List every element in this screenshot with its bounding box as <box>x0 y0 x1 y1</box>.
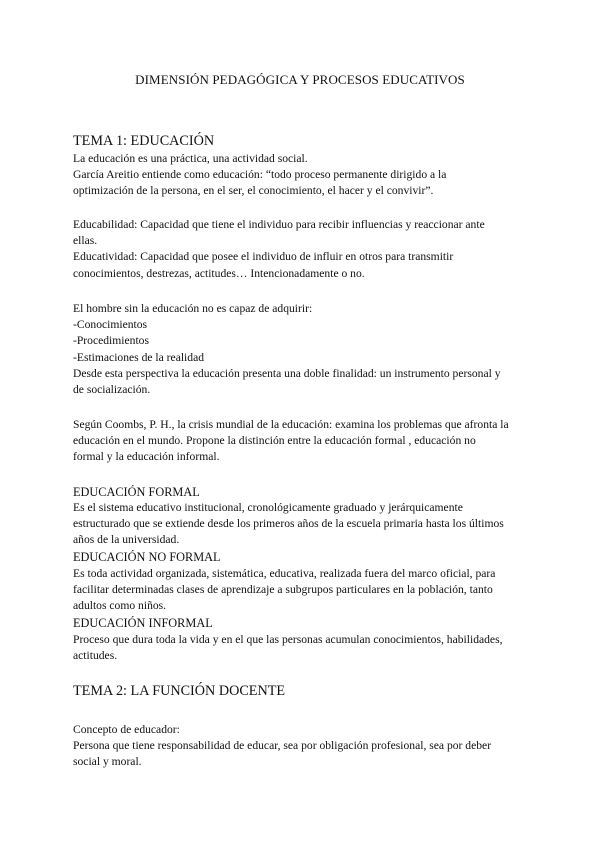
text-line: conocimientos, destrezas, actitudes… Intencionadamente o no. <box>73 266 365 280</box>
text-line: actitudes. <box>73 649 118 663</box>
text-line: estructurado que se extiende desde los primeros años de la escuela primaria hasta los últimos <box>73 517 504 531</box>
educacion-informal-paragraph <box>73 632 533 664</box>
text-line: formal y la educación informal. <box>73 450 220 464</box>
text-line: El hombre sin la educación no es capaz de adquirir: <box>73 302 313 315</box>
list-item: -Estimaciones de la realidad <box>73 350 205 364</box>
educacion-formal-paragraph <box>73 500 533 549</box>
text-line: educación en el mundo. Propone la distinción entre la educación formal , educación no <box>73 434 476 448</box>
text-line: de socialización. <box>73 383 151 397</box>
text-line: facilitar determinadas clases de aprendizaje a subgrupos particulares en la población, tanto <box>73 583 493 597</box>
text-line: Persona que tiene responsabilidad de educar, sea por obligación profesional, sea por deber <box>73 739 492 753</box>
document-title: DIMENSIÓN PEDAGÓGICA Y PROCESOS EDUCATIVOS <box>135 72 465 87</box>
definitions-paragraph <box>73 217 533 282</box>
text-line: ellas. <box>73 234 98 248</box>
educacion-no-formal-paragraph <box>73 566 533 615</box>
text-line: Es el sistema educativo institucional, cronológicamente graduado y jerárquicamente <box>73 501 463 514</box>
hombre-paragraph <box>73 301 533 398</box>
text-line: optimización de la persona, en el ser, el conocimiento, el hacer y el convivir”. <box>73 184 434 198</box>
tema2-heading: TEMA 2: LA FUNCIÓN DOCENTE <box>73 683 286 699</box>
text-line: Educatividad: Capacidad que posee el individuo de influir en otros para transmitir <box>73 250 454 264</box>
text-line: social y moral. <box>73 755 142 769</box>
text-line: García Areitio entiende como educación: “todo proceso permanente dirigido a la <box>73 168 447 182</box>
text-line: años de la universidad. <box>73 533 180 547</box>
text-line: Es toda actividad organizada, sistemática, educativa, realizada fuera del marco oficial, para <box>73 567 496 580</box>
educacion-informal-heading: EDUCACIÓN INFORMAL <box>73 616 213 630</box>
text-line: Proceso que dura toda la vida y en el que las personas acumulan conocimientos, habilidades, <box>73 633 503 646</box>
educacion-no-formal-heading: EDUCACIÓN NO FORMAL <box>73 550 221 564</box>
text-line: La educación es una práctica, una actividad social. <box>73 152 308 165</box>
coombs-paragraph <box>73 417 533 466</box>
text-line: Desde esta perspectiva la educación presenta una doble finalidad: un instrumento personal y <box>73 366 501 380</box>
tema1-heading: TEMA 1: EDUCACIÓN <box>73 133 215 149</box>
text-line: Concepto de educador: <box>73 723 180 736</box>
text-line: Según Coombs, P. H., la crisis mundial de la educación: examina los problemas que afronta la <box>73 418 509 431</box>
text-line: Educabilidad: Capacidad que tiene el individuo para recibir influencias y reaccionar ante <box>73 218 485 231</box>
list-item: -Procedimientos <box>73 334 149 348</box>
tema1-intro-paragraph <box>73 151 533 200</box>
text-line: adultos como niños. <box>73 599 167 613</box>
list-item: -Conocimientos <box>73 318 148 332</box>
tema2-paragraph <box>73 722 533 771</box>
educacion-formal-heading: EDUCACIÓN FORMAL <box>73 485 200 499</box>
